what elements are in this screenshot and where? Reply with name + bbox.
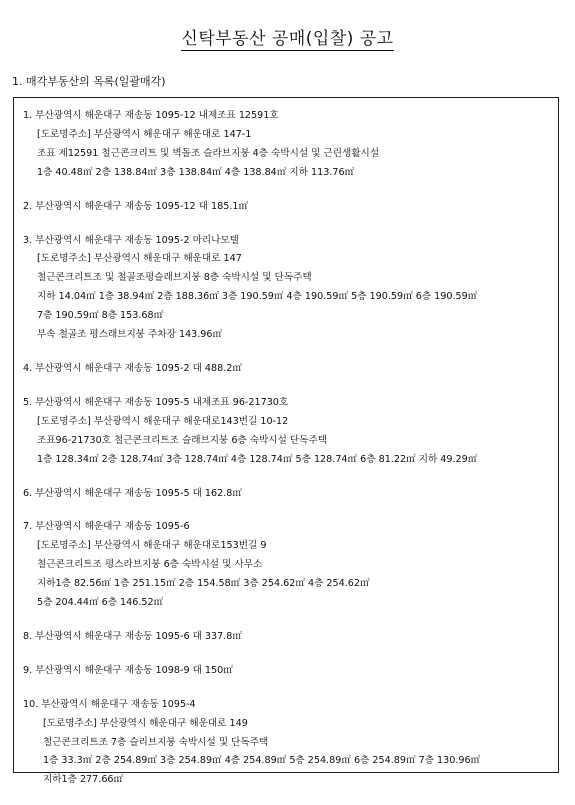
property-item-detail: [도로명주소] 부산광역시 해운대구 해운대로143번길 10-12 [37,415,289,427]
property-item [23,394,554,470]
property-item [23,518,554,613]
property-item-detail: 1층 33.3㎡ 2층 254.89㎡ 3층 254.89㎡ 4층 254.89㎡ 5층 254.89㎡ 6층 254.89㎡ 7층 130.96㎡ [43,755,481,767]
property-item-heading: 4. 부산광역시 해운대구 재송동 1095-2 대 488.2㎡ [23,362,242,374]
property-item-detail: 철근콘크리트조 및 철골조평슬래브지붕 8층 숙박시설 및 단독주택 [37,272,312,284]
property-item-detail: 1층 40.48㎡ 2층 138.84㎡ 3층 138.84㎡ 4층 138.84㎡ 지하 113.76㎡ [37,166,355,178]
property-item-heading: 7. 부산광역시 해운대구 재송동 1095-6 [23,521,190,533]
property-item [23,107,554,183]
property-item-detail: 지하 14.04㎡ 1층 38.94㎡ 2층 188.36㎡ 3층 190.59㎡ 4층 190.59㎡ 5층 190.59㎡ 6층 190.59㎡ [37,291,478,303]
property-item-heading: 1. 부산광역시 해운대구 재송동 1095-12 내제조표 12591호 [23,110,279,121]
property-item-detail: 지하1층 82.56㎡ 1층 251.15㎡ 2층 154.58㎡ 3층 254.62㎡ 4층 254.62㎡ [37,578,370,590]
property-item [23,232,554,345]
section-heading: 1. 매각부동산의 목록(일괄매각) [12,75,166,88]
property-item [23,696,554,791]
property-item-detail: 철근콘크리트조 평스라브지붕 6층 숙박시설 및 사무소 [37,559,263,571]
property-list [23,107,554,805]
property-item [23,360,554,379]
property-item-heading: 9. 부산광역시 해운대구 재송동 1098-9 대 150㎡ [23,664,233,676]
property-item-heading: 6. 부산광역시 해운대구 재송동 1095-5 대 162.8㎡ [23,487,242,499]
property-item-heading: 5. 부산광역시 해운대구 재송동 1095-5 내제조표 96-21730호 [23,396,289,408]
property-item-heading: 8. 부산광역시 해운대구 재송동 1095-6 대 337.8㎡ [23,630,242,642]
property-item [23,198,554,217]
property-item [23,628,554,647]
property-item-heading: 3. 부산광역시 해운대구 재송동 1095-2 마리나모텔 [23,234,239,246]
property-item-detail: 조표96-21730호 철근콘크리트조 슬래브지붕 6층 숙박시설 단독주택 [37,434,327,446]
property-item-detail: 5층 204.44㎡ 6층 146.52㎡ [37,597,164,609]
property-item-detail: 부속 철골조 평스래브지붕 주차장 143.96㎡ [37,329,223,341]
property-item-detail: 7층 190.59㎡ 8층 153.68㎡ [37,310,164,322]
document-title-text: 신탁부동산 공매(입찰) 공고 [181,29,394,49]
property-item-detail: [도로명주소] 부산광역시 해운대구 해운대로153번길 9 [37,540,267,552]
property-item [23,485,554,504]
property-item-detail: [도로명주소] 부산광역시 해운대구 해운대로 147-1 [37,128,252,140]
property-item [23,662,554,681]
property-item-detail: [도로명주소] 부산광역시 해운대구 해운대로 149 [43,717,248,729]
property-item-detail: 철근콘크리트조 7층 슬리브지붕 숙박시설 및 단독주택 [43,736,269,748]
property-item-detail: [도로명주소] 부산광역시 해운대구 해운대로 147 [37,253,242,265]
property-list-box [13,97,559,786]
property-item-detail: 지하1층 277.66㎡ [43,774,124,786]
property-item-detail: 1층 128.34㎡ 2층 128.74㎡ 3층 128.74㎡ 4층 128.74㎡ 5층 128.74㎡ 6층 81.22㎡ 지하 49.29㎡ [37,453,478,465]
property-item-heading: 10. 부산광역시 해운대구 재송동 1095-4 [23,698,196,710]
property-item-detail: 조표 제12591 철근콘크리트 및 벽돌조 슬라브지붕 4층 숙박시설 및 근린생활시설 [37,147,380,159]
document-title [0,24,575,49]
property-item-heading: 2. 부산광역시 해운대구 재송동 1095-12 대 185.1㎡ [23,200,249,212]
